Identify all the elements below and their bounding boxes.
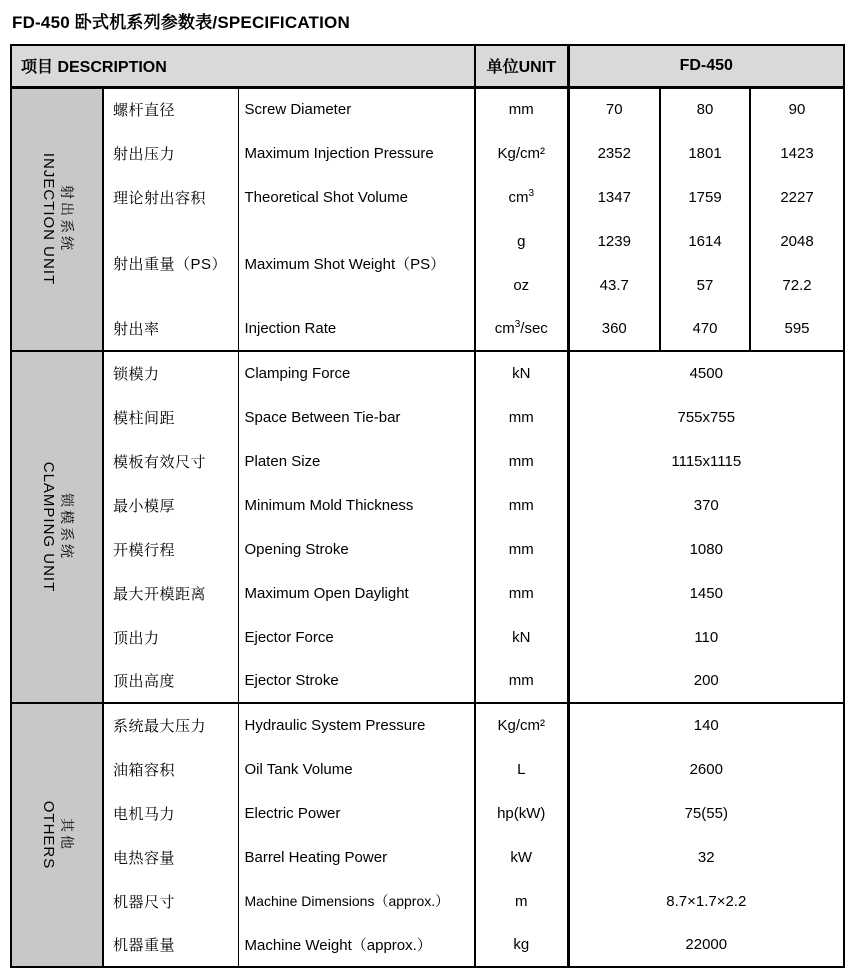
- header-description: 项目 DESCRIPTION: [11, 45, 475, 87]
- unit-text: cm: [508, 188, 529, 206]
- spec-value: 2048: [750, 219, 844, 263]
- spec-cn: 最小模厚: [103, 483, 238, 527]
- spec-row: [11, 351, 844, 395]
- spec-unit: m: [475, 879, 568, 923]
- spec-en: Maximum Shot Weight（PS）: [238, 219, 475, 307]
- section-label-en: INJECTION UNIT: [39, 153, 57, 286]
- spec-en: Machine Dimensions（approx.）: [238, 879, 475, 923]
- spec-value: 1450: [568, 571, 844, 615]
- spec-unit: mm: [475, 87, 568, 131]
- vertical-label: [38, 462, 76, 593]
- spec-cn: 螺杆直径: [103, 87, 238, 131]
- spec-en: Screw Diameter: [238, 87, 475, 131]
- spec-unit: Kg/cm²: [475, 703, 568, 747]
- spec-cn: 射出重量（PS）: [103, 219, 238, 307]
- spec-value: 360: [568, 307, 660, 351]
- spec-value: 1801: [660, 131, 750, 175]
- spec-value: 72.2: [750, 263, 844, 307]
- spec-value: 1614: [660, 219, 750, 263]
- spec-unit: kN: [475, 615, 568, 659]
- spec-unit: mm: [475, 395, 568, 439]
- spec-unit: mm: [475, 483, 568, 527]
- spec-value: 2600: [568, 747, 844, 791]
- spec-cn: 系统最大压力: [103, 703, 238, 747]
- spec-cn: 开模行程: [103, 527, 238, 571]
- spec-en: Clamping Force: [238, 351, 475, 395]
- spec-en: Maximum Injection Pressure: [238, 131, 475, 175]
- spec-value: 75(55): [568, 791, 844, 835]
- spec-value: 80: [660, 87, 750, 131]
- section-clamping-unit: [11, 351, 844, 703]
- spec-en: Oil Tank Volume: [238, 747, 475, 791]
- spec-en: Ejector Stroke: [238, 659, 475, 703]
- spec-value: 90: [750, 87, 844, 131]
- spec-cn: 顶出高度: [103, 659, 238, 703]
- spec-value: 1423: [750, 131, 844, 175]
- spec-cn: 模板有效尺寸: [103, 439, 238, 483]
- spec-row: [11, 527, 844, 571]
- spec-cn: 锁模力: [103, 351, 238, 395]
- spec-value: 2227: [750, 175, 844, 219]
- section-label-cn: 锁模系统: [58, 492, 75, 561]
- spec-en: Space Between Tie-bar: [238, 395, 475, 439]
- spec-row: [11, 747, 844, 791]
- spec-unit: Kg/cm²: [475, 131, 568, 175]
- spec-unit: mm: [475, 527, 568, 571]
- spec-row: [11, 571, 844, 615]
- spec-en: Injection Rate: [238, 307, 475, 351]
- section-label-en: CLAMPING UNIT: [39, 461, 57, 593]
- spec-row: [11, 483, 844, 527]
- spec-value: 43.7: [568, 263, 660, 307]
- spec-cn: 电热容量: [103, 835, 238, 879]
- spec-value: 595: [750, 307, 844, 351]
- unit-text: /sec: [520, 320, 548, 337]
- header-unit: 单位UNIT: [475, 45, 568, 87]
- spec-row: [11, 175, 844, 219]
- spec-row: [11, 439, 844, 483]
- spec-row: [11, 703, 844, 747]
- spec-en: Hydraulic System Pressure: [238, 703, 475, 747]
- spec-value: 140: [568, 703, 844, 747]
- spec-value: 1115x1115: [568, 439, 844, 483]
- page-title: FD-450 卧式机系列参数表/SPECIFICATION: [12, 13, 350, 32]
- spec-unit: [475, 175, 568, 219]
- spec-unit: kN: [475, 351, 568, 395]
- spec-unit: mm: [475, 571, 568, 615]
- spec-row: [11, 395, 844, 439]
- spec-value: 4500: [568, 351, 844, 395]
- vertical-label: [38, 153, 76, 285]
- spec-row: [11, 835, 844, 879]
- table-header-row: [11, 45, 844, 87]
- spec-en: Barrel Heating Power: [238, 835, 475, 879]
- spec-value: 1239: [568, 219, 660, 263]
- spec-row: [11, 131, 844, 175]
- spec-cn: 机器重量: [103, 923, 238, 967]
- spec-unit: kg: [475, 923, 568, 967]
- spec-unit: mm: [475, 439, 568, 483]
- spec-row: [11, 219, 844, 263]
- unit-text: cm: [494, 320, 515, 337]
- spec-value: 2352: [568, 131, 660, 175]
- section-label-cn: 其他: [58, 817, 75, 852]
- section-injection-unit: [11, 87, 844, 351]
- spec-cn: 油箱容积: [103, 747, 238, 791]
- spec-cn: 电机马力: [103, 791, 238, 835]
- spec-value: 1759: [660, 175, 750, 219]
- section-clamping-unit-label: [11, 351, 103, 703]
- spec-value: 1080: [568, 527, 844, 571]
- spec-value: 22000: [568, 923, 844, 967]
- spec-cn: 顶出力: [103, 615, 238, 659]
- spec-unit: g: [475, 219, 568, 263]
- section-injection-unit-label: [11, 87, 103, 351]
- spec-unit: [475, 307, 568, 351]
- spec-en: Minimum Mold Thickness: [238, 483, 475, 527]
- spec-row: [11, 879, 844, 923]
- spec-cn: 射出压力: [103, 131, 238, 175]
- header-model: FD-450: [568, 45, 844, 87]
- spec-value: 32: [568, 835, 844, 879]
- section-others: [11, 703, 844, 967]
- spec-unit: mm: [475, 659, 568, 703]
- spec-cn: 机器尺寸: [103, 879, 238, 923]
- spec-row: [11, 615, 844, 659]
- spec-value: 370: [568, 483, 844, 527]
- spec-value: 1347: [568, 175, 660, 219]
- spec-en: Machine Weight（approx.）: [238, 923, 475, 967]
- spec-value: 470: [660, 307, 750, 351]
- section-others-label: [11, 703, 103, 967]
- spec-en: Ejector Force: [238, 615, 475, 659]
- spec-unit: oz: [475, 263, 568, 307]
- spec-en: Opening Stroke: [238, 527, 475, 571]
- spec-en: Maximum Open Daylight: [238, 571, 475, 615]
- spec-row: [11, 87, 844, 131]
- spec-cn: 模柱间距: [103, 395, 238, 439]
- spec-en: Platen Size: [238, 439, 475, 483]
- spec-value: 200: [568, 659, 844, 703]
- spec-cn: 最大开模距离: [103, 571, 238, 615]
- spec-en: Electric Power: [238, 791, 475, 835]
- spec-value: 755x755: [568, 395, 844, 439]
- spec-unit: L: [475, 747, 568, 791]
- section-label-cn: 射出系统: [58, 185, 75, 254]
- unit-superscript: 3: [528, 187, 535, 199]
- spec-cn: 射出率: [103, 307, 238, 351]
- spec-cn: 理论射出容积: [103, 175, 238, 219]
- spec-unit: kW: [475, 835, 568, 879]
- unit-superscript: 3: [514, 319, 521, 330]
- spec-row: [11, 307, 844, 351]
- spec-row: [11, 791, 844, 835]
- spec-value: 57: [660, 263, 750, 307]
- vertical-label: [38, 801, 76, 870]
- spec-row: [11, 659, 844, 703]
- spec-row: [11, 923, 844, 967]
- specification-table: [10, 44, 845, 968]
- section-label-en: OTHERS: [39, 800, 57, 870]
- spec-unit: hp(kW): [475, 791, 568, 835]
- spec-en: Theoretical Shot Volume: [238, 175, 475, 219]
- spec-value: 8.7×1.7×2.2: [568, 879, 844, 923]
- spec-value: 110: [568, 615, 844, 659]
- spec-value: 70: [568, 87, 660, 131]
